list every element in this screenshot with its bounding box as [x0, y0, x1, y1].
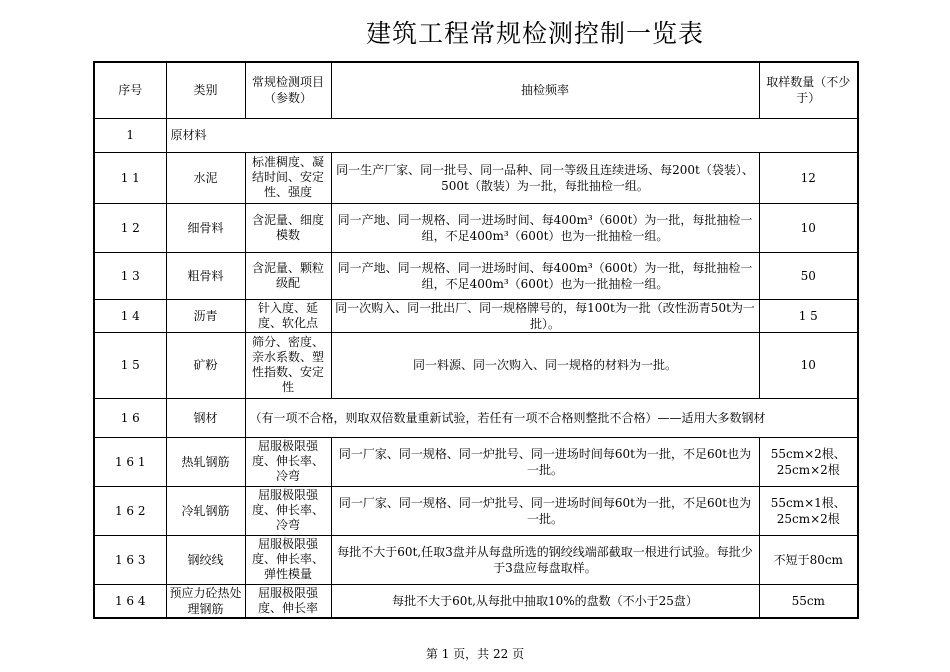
header-quantity: 取样数量（不少于）	[759, 62, 858, 118]
row-seq: 1 6 4	[94, 584, 166, 618]
row-quantity: 不短于80cm	[759, 535, 858, 584]
header-frequency: 抽检频率	[331, 62, 759, 118]
section-note: （有一项不合格，则取双倍数量重新试验，若任有一项不合格则整批不合格）——适用大多数钢材	[245, 398, 858, 437]
row-category: 水泥	[166, 152, 245, 203]
row-frequency: 同一厂家、同一规格、同一炉批号、同一进场时间每60t为一批，不足60t也为一批。	[331, 486, 759, 535]
row-frequency: 同一次购入、同一批出厂、同一规格牌号的，每100t为一批（改性沥青50t为一批）。	[331, 299, 759, 332]
row-frequency: 每批不大于60t,任取3盘并从每盘所选的钢绞线端部截取一根进行试验。每批少于3盘应每盘取样。	[331, 535, 759, 584]
header-row	[94, 62, 858, 118]
page-title: 建筑工程常规检测控制一览表	[365, 19, 704, 48]
row-category: 钢绞线	[166, 535, 245, 584]
table-row	[94, 299, 858, 332]
row-category: 热轧钢筋	[166, 437, 245, 486]
table-row	[94, 535, 858, 584]
row-seq: 1 6 1	[94, 437, 166, 486]
row-item: 筛分、密度、亲水系数、塑性指数、安定性	[245, 332, 331, 398]
row-frequency: 每批不大于60t,从每批中抽取10%的盘数（不小于25盘）	[331, 584, 759, 618]
row-frequency: 同一厂家、同一规格、同一炉批号、同一进场时间每60t为一批，不足60t也为一批。	[331, 437, 759, 486]
row-seq: 1 3	[94, 252, 166, 299]
row-category: 沥青	[166, 299, 245, 332]
row-item: 屈服极限强度、伸长率	[245, 584, 331, 618]
row-frequency: 同一产地、同一规格、同一进场时间、每400m³（600t）为一批，每批抽检一组，不足400m³（600t）也为一批抽检一组。	[331, 203, 759, 252]
section-seq: 1 6	[94, 398, 166, 437]
table-row	[94, 332, 858, 398]
row-category: 粗骨料	[166, 252, 245, 299]
row-item: 针入度、延度、软化点	[245, 299, 331, 332]
table-row	[94, 486, 858, 535]
table-row	[94, 252, 858, 299]
header-seq: 序号	[94, 62, 166, 118]
row-seq: 1 4	[94, 299, 166, 332]
row-item: 标准稠度、凝结时间、安定性、强度	[245, 152, 331, 203]
row-quantity: 55cm	[759, 584, 858, 618]
row-item: 屈服极限强度、伸长率、弹性模量	[245, 535, 331, 584]
table-row	[94, 437, 858, 486]
row-item: 含泥量、颗粒级配	[245, 252, 331, 299]
row-quantity: 12	[759, 152, 858, 203]
row-quantity: 1 5	[759, 299, 858, 332]
section-row-steel	[94, 398, 858, 437]
row-frequency: 同一生产厂家、同一批号、同一品种、同一等级且连续进场、每200t（袋装）、500t（散装）为一批，每批抽检一组。	[331, 152, 759, 203]
table-row	[94, 203, 858, 252]
row-category: 矿粉	[166, 332, 245, 398]
section-seq: 1	[94, 118, 166, 152]
row-quantity: 10	[759, 332, 858, 398]
row-category: 细骨料	[166, 203, 245, 252]
header-category: 类别	[166, 62, 245, 118]
header-item: 常规检测项目（参数）	[245, 62, 331, 118]
row-seq: 1 1	[94, 152, 166, 203]
row-item: 含泥量、细度模数	[245, 203, 331, 252]
row-seq: 1 5	[94, 332, 166, 398]
section-row-raw-materials	[94, 118, 858, 152]
row-seq: 1 2	[94, 203, 166, 252]
page-footer: 第 1 页，共 22 页	[425, 647, 525, 661]
inspection-table	[93, 61, 859, 619]
row-frequency: 同一产地、同一规格、同一进场时间、每400m³（600t）为一批，每批抽检一组，不足400m³（600t）也为一批抽检一组。	[331, 252, 759, 299]
row-item: 屈服极限强度、伸长率、冷弯	[245, 486, 331, 535]
row-category: 冷轧钢筋	[166, 486, 245, 535]
row-quantity: 55cm×1根、25cm×2根	[759, 486, 858, 535]
row-seq: 1 6 3	[94, 535, 166, 584]
section-category: 钢材	[166, 398, 245, 437]
row-seq: 1 6 2	[94, 486, 166, 535]
section-label: 原材料	[166, 118, 858, 152]
table-row	[94, 152, 858, 203]
row-quantity: 10	[759, 203, 858, 252]
table-row	[94, 584, 858, 618]
row-category: 预应力砼热处理钢筋	[166, 584, 245, 618]
row-quantity: 55cm×2根、25cm×2根	[759, 437, 858, 486]
row-quantity: 50	[759, 252, 858, 299]
row-frequency: 同一料源、同一次购入、同一规格的材料为一批。	[331, 332, 759, 398]
row-item: 屈服极限强度、伸长率、冷弯	[245, 437, 331, 486]
